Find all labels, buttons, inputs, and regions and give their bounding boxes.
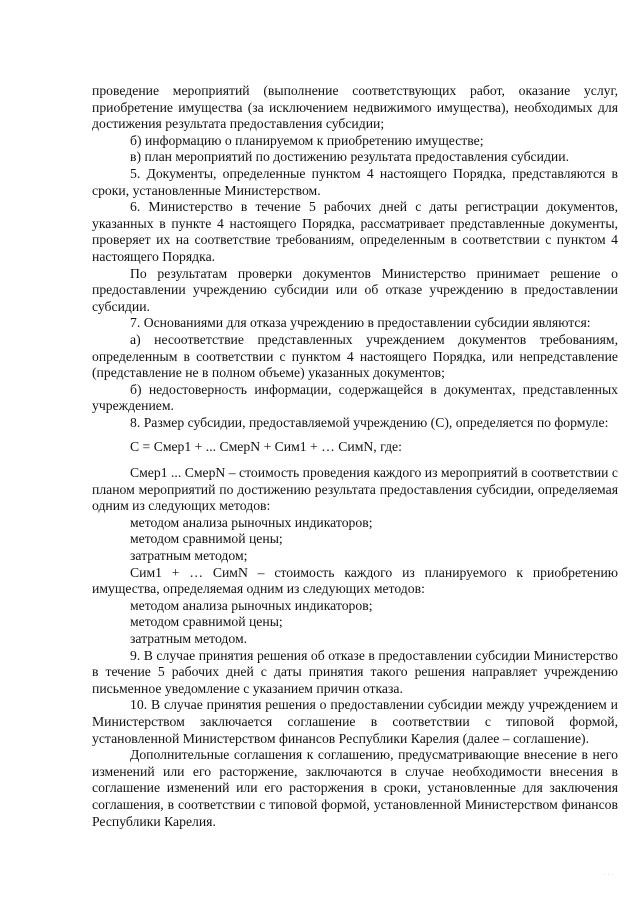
paragraph: в) план мероприятий по достижению результата предоставления субсидии.	[130, 149, 569, 165]
paragraph: методом сравнимой цены;	[130, 614, 283, 630]
paragraph: б) недостоверность информации, содержащейся в документах, представленных учреждением.	[92, 381, 618, 414]
paragraph: Смер1 ... СмерN – стоимость проведения каждого из мероприятий в соответствии с планом мероприятий по достижению результата предоставления субсидии, определяемая одним из следующих методов:	[92, 465, 618, 514]
paragraph: затратным методом;	[130, 548, 248, 564]
paragraph: 8. Размер субсидии, предоставляемой учреждению (С), определяется по формуле:	[130, 414, 609, 430]
paragraph: методом сравнимой цены;	[130, 531, 283, 547]
document-page	[92, 83, 618, 830]
paragraph: методом анализа рыночных индикаторов;	[130, 597, 373, 613]
paragraph: С = Смер1 + ... СмерN + Сим1 + … СимN, где:	[130, 439, 402, 455]
paragraph: а) несоответствие представленных учреждением документов требованиям, определенным в соответствии с пунктом 4 настоящего Порядка, или непредставление (представление не в полном объеме) указанных документов;	[92, 331, 618, 381]
paragraph: методом анализа рыночных индикаторов;	[130, 514, 373, 530]
paragraph: проведение мероприятий (выполнение соответствующих работ, оказание услуг, приобретение имущества (за исключением недвижимого имущества), необходимых для достижения результата предоставления субсидии;	[92, 83, 618, 132]
paragraph: Сим1 + … СимN – стоимость каждого из планируемого к приобретению имущества, определяемая одним из следующих методов:	[92, 564, 618, 597]
paragraph: 10. В случае принятия решения о предоставлении субсидии между учреждением и Министерством заключается соглашение в соответствии с типовой формой, установленной Министерством финансов Республики Карелия (далее – соглашение).	[92, 697, 618, 746]
paragraph: По результатам проверки документов Министерство принимает решение о предоставлении учреждению субсидии или об отказе учреждению в предоставлении субсидии.	[92, 265, 618, 314]
paragraph: Дополнительные соглашения к соглашению, предусматривающие внесение в него изменений или его расторжение, заключаются в случае необходимости внесения в соглашение изменений или его расторжения в сроки, установленные для заключения соглашения, в соответствии с типовой формой, установленной Министерством финансов Республики Карелия.	[92, 747, 618, 829]
paragraph: 6. Министерство в течение 5 рабочих дней с даты регистрации документов, указанных в пункте 4 настоящего Порядка, рассматривает представленные документы, проверяет их на соответствие требованиям, определенным в соответствии с пунктом 4 настоящего Порядка.	[92, 199, 618, 264]
paragraph: 5. Документы, определенные пунктом 4 настоящего Порядка, представляются в сроки, установленные Министерством.	[92, 165, 618, 198]
paragraph: б) информацию о планируемом к приобретению имуществе;	[130, 132, 484, 148]
paragraph: 7. Основаниями для отказа учреждению в предоставлении субсидии являются:	[130, 315, 591, 331]
scan-speck-marks: · · ·	[604, 872, 614, 879]
paragraph: 9. В случае принятия решения об отказе в предоставлении субсидии Министерство в течение 5 рабочих дней с даты принятия такого решения направляет учреждению письменное уведомление с указанием причин отказа.	[92, 647, 618, 696]
paragraph: затратным методом.	[130, 631, 248, 646]
